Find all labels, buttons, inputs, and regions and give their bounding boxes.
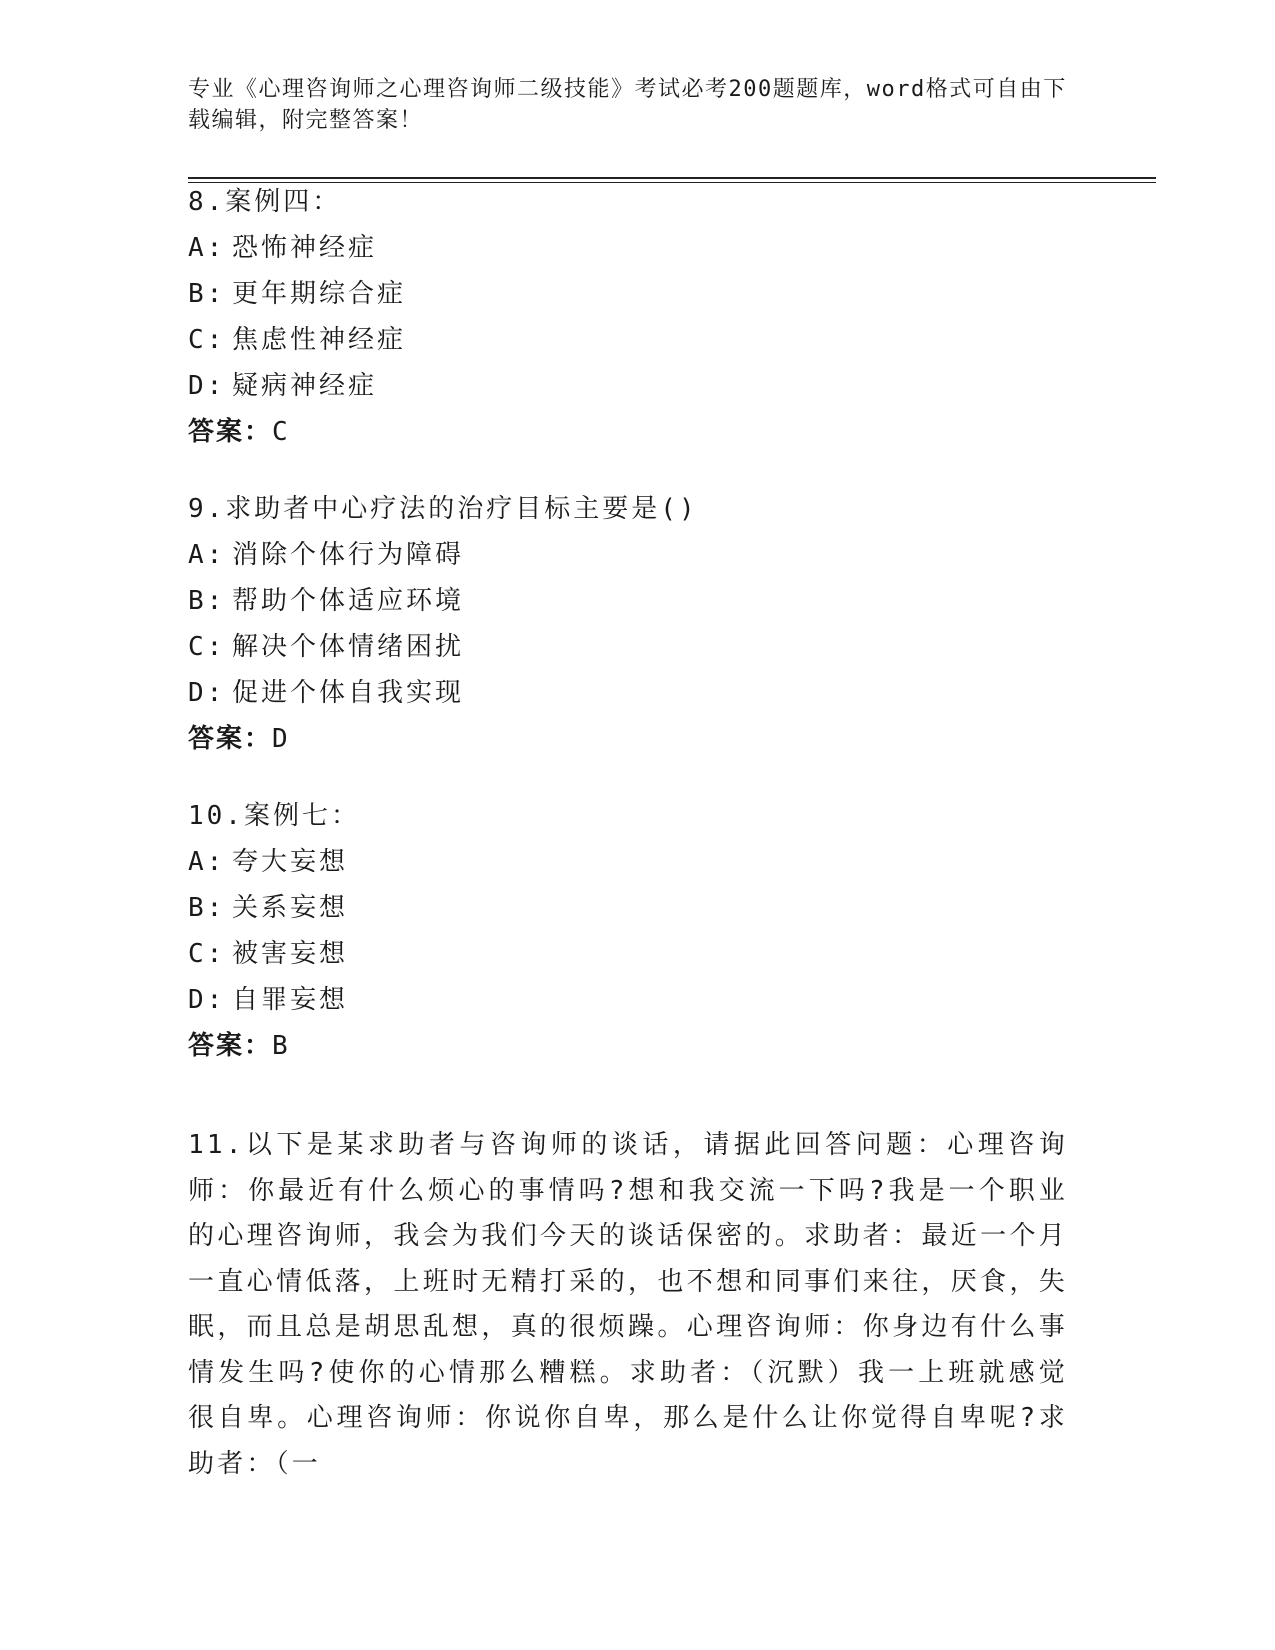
option-letter: A: — [188, 233, 226, 263]
option-text: 被害妄想 — [232, 939, 349, 969]
option-letter: C: — [188, 632, 226, 662]
option-d — [188, 363, 1068, 409]
option-text: 疑病神经症 — [232, 371, 378, 401]
option-letter: D: — [188, 371, 226, 401]
answer-line — [188, 1023, 1068, 1069]
answer-line — [188, 716, 1068, 762]
option-letter: B: — [188, 279, 226, 309]
option-text: 恐怖神经症 — [232, 233, 378, 263]
answer-value: C — [272, 417, 290, 447]
option-a — [188, 839, 1068, 885]
option-letter: D: — [188, 985, 226, 1015]
option-letter: A: — [188, 847, 226, 877]
option-c — [188, 317, 1068, 363]
answer-value: D — [272, 724, 290, 754]
question-stem: 9.求助者中心疗法的治疗目标主要是() — [188, 494, 698, 524]
option-letter: C: — [188, 325, 226, 355]
option-text: 关系妄想 — [232, 893, 349, 923]
question-10 — [188, 793, 1068, 1069]
option-text: 促进个体自我实现 — [232, 678, 465, 708]
option-text: 消除个体行为障碍 — [232, 540, 465, 570]
option-text: 帮助个体适应环境 — [232, 586, 465, 616]
question-9 — [188, 486, 1068, 762]
option-letter: B: — [188, 586, 226, 616]
option-text: 自罪妄想 — [232, 985, 349, 1015]
question-8 — [188, 179, 1068, 455]
option-b — [188, 578, 1068, 624]
document-header: 专业《心理咨询师之心理咨询师二级技能》考试必考200题题库，word格式可自由下载编辑，附完整答案！ — [188, 77, 1067, 133]
option-c — [188, 931, 1068, 977]
option-text: 焦虑性神经症 — [232, 325, 407, 355]
option-c — [188, 624, 1068, 670]
answer-label: 答案： — [188, 417, 273, 447]
question-11 — [188, 1123, 1068, 1487]
option-b — [188, 885, 1068, 931]
option-d — [188, 670, 1068, 716]
question-11-text: 11.以下是某求助者与咨询师的谈话，请据此回答问题：心理咨询师：你最近有什么烦心的事情吗?想和我交流一下吗?我是一个职业的心理咨询师，我会为我们今天的谈话保密的。求助者：最近一个月一直心情低落，上班时无精打采的，也不想和同事们来往，厌食，失眠，而且总是胡思乱想，真的很烦躁。心理咨询师：你身边有什么事情发生吗?使你的心情那么糟糕。求助者：（沉默）我一上班就感觉很自卑。心理咨询师：你说你自卑，那么是什么让你觉得自卑呢?求助者：（一 — [188, 1130, 1068, 1479]
answer-value: B — [272, 1031, 290, 1061]
answer-label: 答案： — [188, 1031, 273, 1061]
option-d — [188, 977, 1068, 1023]
answer-label: 答案： — [188, 724, 273, 754]
option-text: 解决个体情绪困扰 — [232, 632, 465, 662]
option-letter: D: — [188, 678, 226, 708]
option-letter: C: — [188, 939, 226, 969]
option-a — [188, 225, 1068, 271]
question-stem: 10.案例七： — [188, 801, 360, 831]
option-text: 夸大妄想 — [232, 847, 349, 877]
option-a — [188, 532, 1068, 578]
question-stem: 8.案例四： — [188, 187, 342, 217]
option-text: 更年期综合症 — [232, 279, 407, 309]
option-letter: B: — [188, 893, 226, 923]
option-b — [188, 271, 1068, 317]
option-letter: A: — [188, 540, 226, 570]
answer-line — [188, 409, 1068, 455]
